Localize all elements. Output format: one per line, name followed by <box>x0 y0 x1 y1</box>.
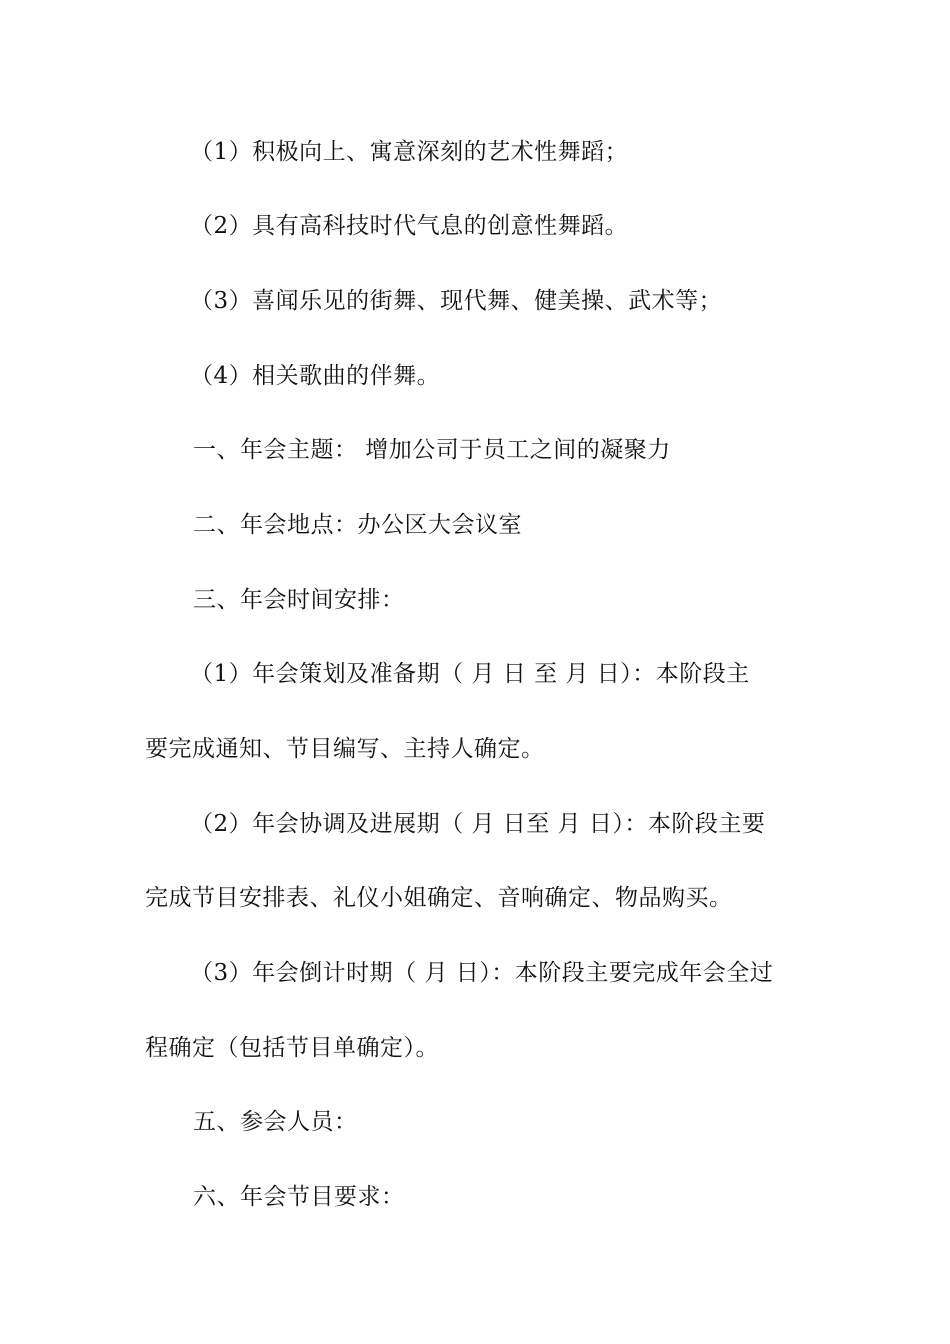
schedule-item-2-line-2: 完成节目安排表、礼仪小姐确定、音响确定、物品购买。 <box>145 885 733 911</box>
list-item-dance-4: （4）相关歌曲的伴舞。 <box>190 363 441 389</box>
schedule-item-3-line-2: 程确定（包括节目单确定）。 <box>145 1035 439 1061</box>
section-location: 二、年会地点：办公区大会议室 <box>193 512 522 538</box>
section-attendees: 五、参会人员： <box>193 1109 358 1135</box>
section-program-requirements: 六、年会节目要求： <box>193 1184 405 1210</box>
schedule-item-1-line-2: 要完成通知、节目编写、主持人确定。 <box>145 736 545 762</box>
schedule-item-2-line-1: （2）年会协调及进展期（ 月 日至 月 日）：本阶段主要 <box>190 811 766 837</box>
section-schedule-heading: 三、年会时间安排： <box>193 587 405 613</box>
list-item-dance-2: （2）具有高科技时代气息的创意性舞蹈。 <box>190 213 629 239</box>
schedule-item-3-line-1: （3）年会倒计时期（ 月 日）：本阶段主要完成年会全过 <box>190 960 774 986</box>
list-item-dance-1: （1）积极向上、寓意深刻的艺术性舞蹈； <box>190 139 629 165</box>
schedule-item-1-line-1: （1）年会策划及准备期（ 月 日 至 月 日）：本阶段主 <box>190 661 750 687</box>
list-item-dance-3: （3）喜闻乐见的街舞、现代舞、健美操、武术等； <box>190 288 723 314</box>
section-theme: 一、年会主题： 增加公司于员工之间的凝聚力 <box>193 437 671 463</box>
